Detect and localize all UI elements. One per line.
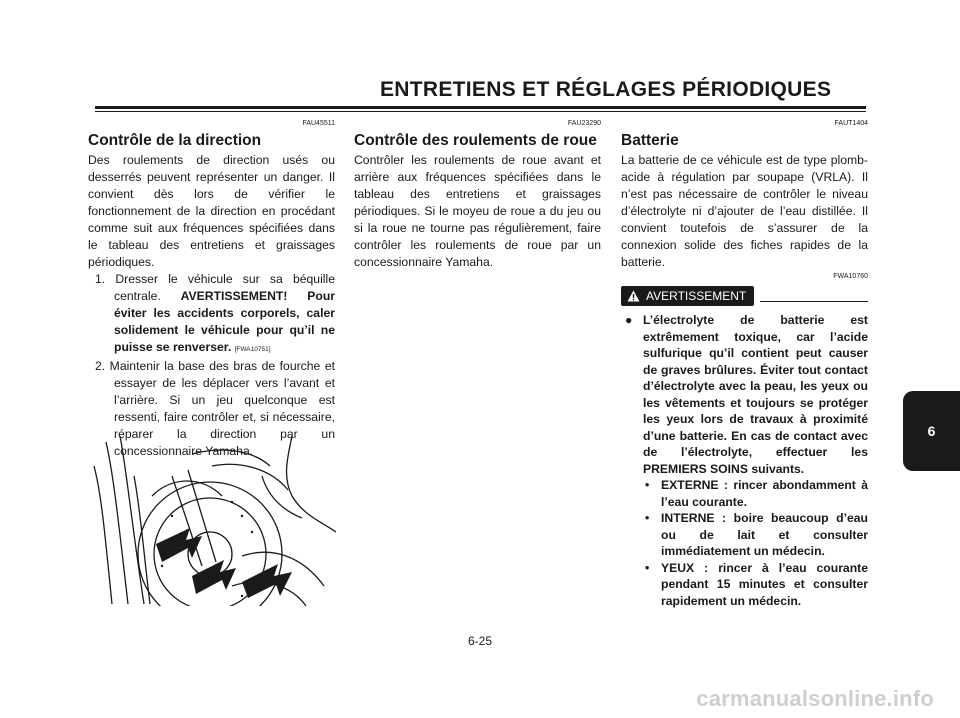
step-1	[88, 271, 335, 358]
step-1-warning: AVERTISSEMENT! Pour éviter les accidents corporels, caler solidement le véhicule pour qu’il ne puisse se renverser.	[114, 289, 336, 354]
steering-check-illustration	[92, 436, 336, 606]
warning-label: AVERTISSEMENT	[646, 289, 747, 303]
warning-item	[621, 312, 868, 477]
chapter-tab[interactable]: 6	[903, 391, 960, 471]
warning-label-box	[621, 286, 754, 306]
warning-banner	[621, 286, 868, 306]
first-aid-eyes-text: YEUX : rincer à l’eau courante pendant 15 minutes et consulter rapidement un médecin.	[661, 560, 868, 608]
watermark: carmanualsonline.info	[696, 686, 934, 711]
section-code: FAUT1404	[834, 120, 868, 127]
section-heading: Contrôle des roulements de roue	[354, 132, 597, 149]
first-aid-external	[643, 477, 868, 510]
section-heading: Contrôle de la direction	[88, 132, 262, 149]
bullet-icon: •	[645, 511, 650, 525]
section-code: FAU23290	[567, 120, 601, 127]
first-aid-list	[621, 477, 868, 609]
section-heading: Batterie	[621, 132, 679, 149]
header-rule	[95, 106, 866, 109]
warning-triangle-icon	[627, 290, 640, 302]
bullet-icon: ●	[625, 313, 633, 327]
bullet-icon: •	[645, 560, 650, 575]
section-code: FAU45511	[302, 120, 335, 127]
first-aid-internal	[643, 510, 868, 560]
section-body: La batterie de ce véhicule est de type plomb-acide à régulation par soupape (VRLA). Il n’est pas nécessaire de contrôler le niveau d’électrolyte ni d’ajouter de l’eau distillée. Il convient toutefois de s’assurer de la connexion solide des fiches rapides de la batterie.	[621, 153, 868, 269]
first-aid-eyes	[643, 560, 868, 610]
steering-section	[88, 118, 335, 460]
steps-list	[88, 271, 335, 460]
section-body: Contrôler les roulements de roue avant et arrière aux fréquences spécifiées dans le tableau des entretiens et graissages périodiques. Si le moyeu de roue a du jeu ou si la roue ne tourne pas régulièrement, faire contrôler les roulements de roue par un concessionnaire Yamaha.	[354, 153, 601, 269]
section-intro: Des roulements de direction usés ou desserrés peuvent représenter un danger. Il convient dès lors de vérifier le fonctionnement de la direction en procédant comme suit aux fréquences spécifiées dans le tableau des entretiens et graissages périodiques.	[88, 153, 335, 269]
page-title: ENTRETIENS ET RÉGLAGES PÉRIODIQUES	[380, 78, 832, 101]
first-aid-internal-text: INTERNE : boire beaucoup d’eau ou de lait et consulter immédiatement un médecin.	[661, 511, 868, 558]
battery-section	[621, 118, 868, 609]
warning-main-text: L’électrolyte de batterie est extrêmement toxique, car l’acide sulfurique qu’il contient peut causer de graves brûlures. Éviter tout contact d’électrolyte avec la peau, les yeux ou les vêtements et toujours se protéger les yeux lors de travaux à proximité d’une batterie. En cas de contact avec de l’électrolyte, effectuer les PREMIERS SOINS suivants.	[643, 313, 868, 476]
step-1-text: 1. Dresser le véhicule sur sa béquille centrale.	[95, 272, 335, 303]
header-rule-thin	[95, 111, 866, 112]
page-number: 6-25	[467, 634, 493, 648]
bullet-icon: •	[645, 478, 650, 492]
warning-code: [FWA10751]	[234, 346, 271, 353]
warning-rule	[760, 301, 868, 302]
first-aid-external-text: EXTERNE : rincer abondamment à l’eau courante.	[661, 478, 868, 509]
wheel-bearings-section	[354, 118, 601, 271]
warning-code: FWA10760	[833, 273, 868, 280]
warning-content	[621, 312, 868, 609]
step-2: 2. Maintenir la base des bras de fourche et essayer de les déplacer vers l’avant et l’arrière. Si un jeu quelconque est ressenti, faire contrôler et, si nécessaire, réparer la direction par un concessionnaire Yamaha.	[95, 359, 335, 458]
